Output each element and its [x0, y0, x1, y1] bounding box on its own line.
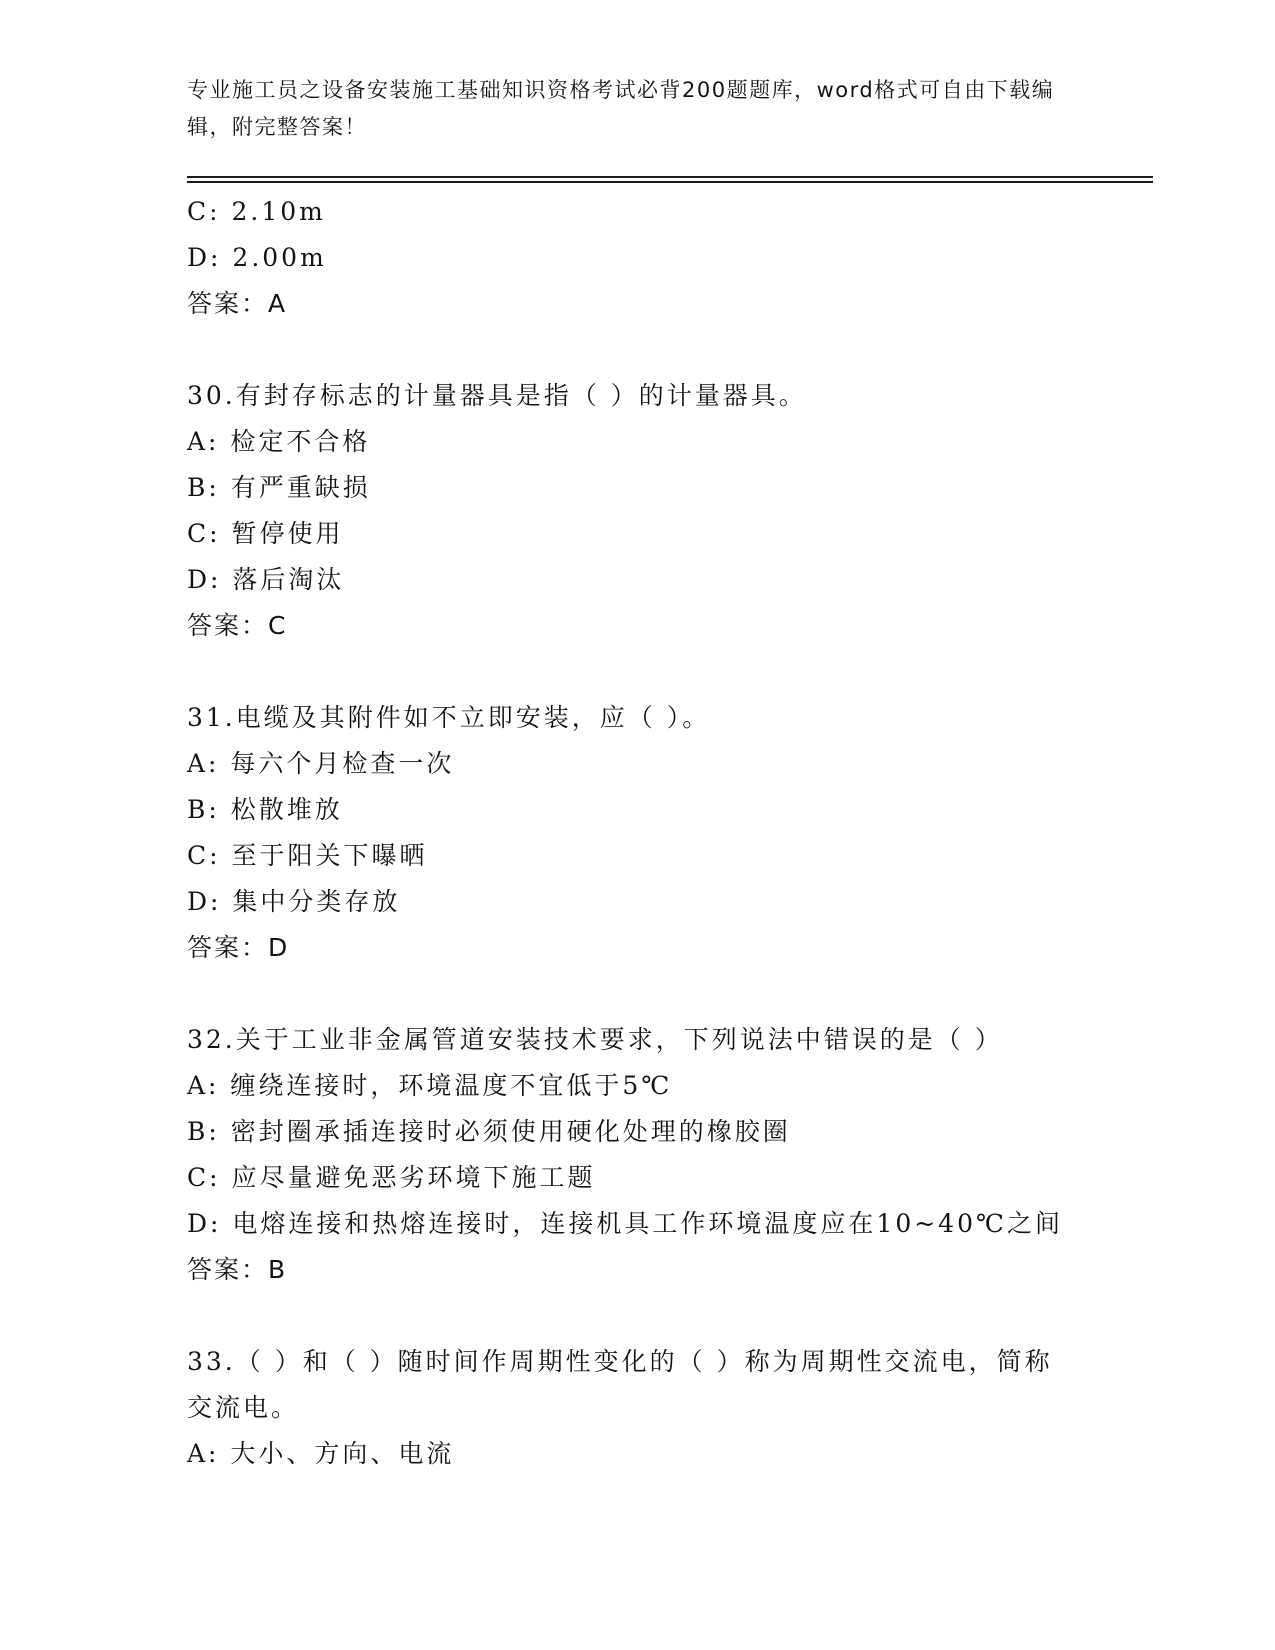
question-list	[187, 189, 1117, 1477]
option-d: D: 集中分类存放	[187, 887, 401, 916]
option-a: A: 检定不合格	[187, 427, 371, 456]
option-a: A: 大小、方向、电流	[187, 1439, 455, 1468]
question-text: 32.关于工业非金属管道安装技术要求，下列说法中错误的是（ ）	[187, 1025, 1003, 1054]
question-block-31	[187, 695, 1117, 971]
option-c: C: 暂停使用	[187, 519, 344, 548]
spacer	[187, 649, 1117, 695]
answer-line: 答案：B	[187, 1255, 288, 1284]
option-c: C: 2.10m	[187, 197, 326, 226]
option-b: B: 松散堆放	[187, 795, 343, 824]
option-c: C: 应尽量避免恶劣环境下施工题	[187, 1163, 596, 1192]
option-d: D: 落后淘汰	[187, 565, 345, 594]
question-block-33	[187, 1339, 1117, 1477]
option-d: D: 2.00m	[187, 243, 327, 272]
question-text: 31.电缆及其附件如不立即安装，应（ ）。	[187, 703, 711, 732]
answer-line: 答案：C	[187, 611, 288, 640]
option-c: C: 至于阳关下曝晒	[187, 841, 428, 870]
option-a: A: 每六个月检查一次	[187, 749, 455, 778]
option-a: A: 缠绕连接时，环境温度不宜低于5℃	[187, 1071, 673, 1100]
header-rule-bottom	[187, 181, 1153, 183]
header-rule-top	[187, 176, 1153, 178]
question-text: 30.有封存标志的计量器具是指（ ）的计量器具。	[187, 381, 807, 410]
option-d: D: 电熔连接和热熔连接时，连接机具工作环境温度应在10~40℃之间	[187, 1209, 1063, 1238]
option-b: B: 密封圈承插连接时必须使用硬化处理的橡胶圈	[187, 1117, 791, 1146]
question-text: 33.（ ）和（ ）随时间作周期性变化的（ ）称为周期性交流电，简称交流电。	[187, 1347, 1053, 1422]
spacer	[187, 971, 1117, 1017]
question-block-30	[187, 373, 1117, 649]
answer-line: 答案：A	[187, 289, 288, 318]
document-header: 专业施工员之设备安装施工基础知识资格考试必背200题题库，word格式可自由下载编辑，附完整答案！	[187, 78, 1055, 139]
question-block-29	[187, 189, 1117, 327]
option-b: B: 有严重缺损	[187, 473, 371, 502]
spacer	[187, 1293, 1117, 1339]
spacer	[187, 327, 1117, 373]
question-block-32	[187, 1017, 1117, 1293]
answer-line: 答案：D	[187, 933, 290, 962]
